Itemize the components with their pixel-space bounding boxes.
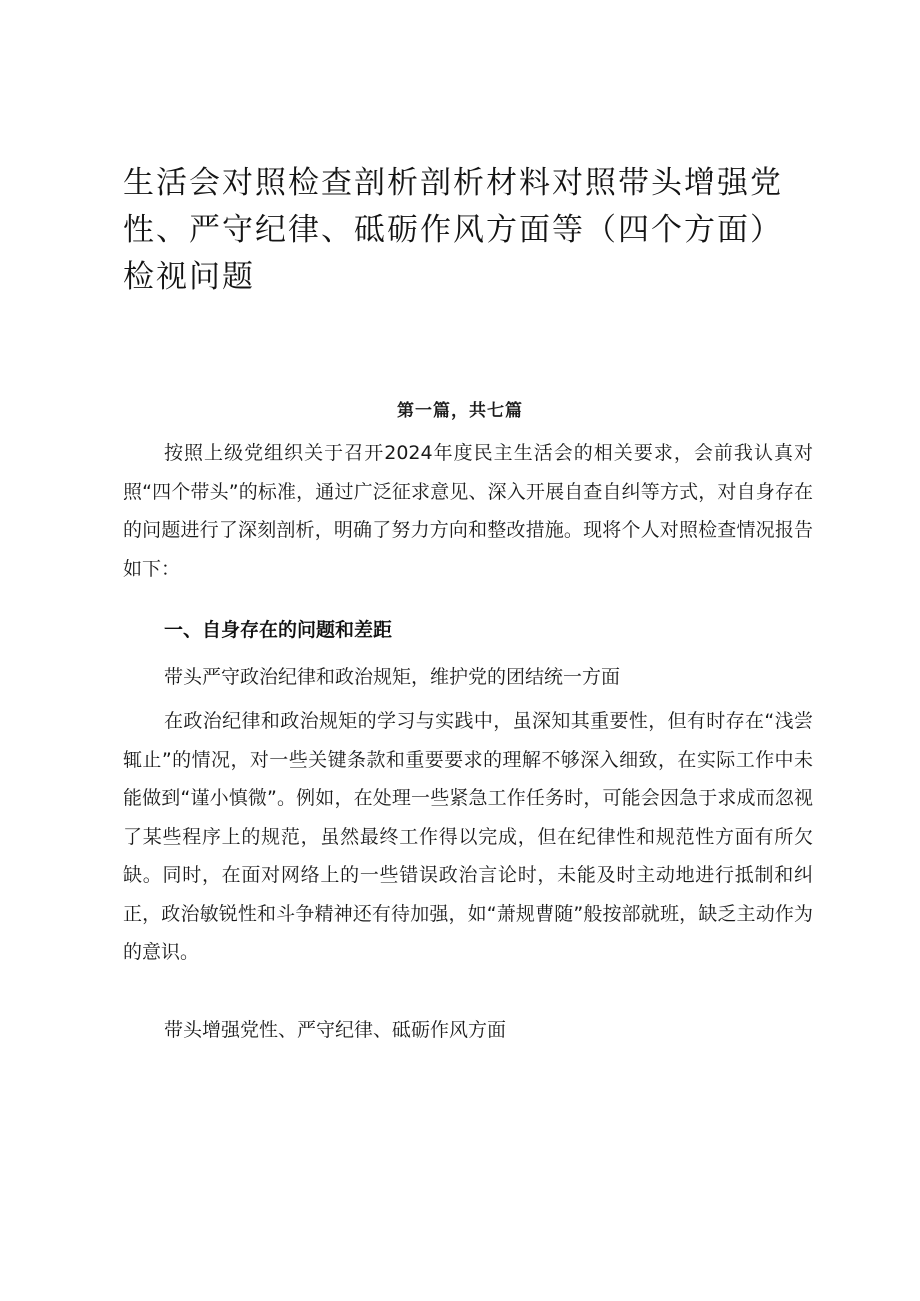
subsection-2-title: 带头增强党性、严守纪律、砥砺作风方面 <box>164 1019 507 1041</box>
intro-paragraph: 按照上级党组织关于召开2024年度民主生活会的相关要求，会前我认真对照“四个带头”的标准，通过广泛征求意见、深入开展自查自纠等方式，对自身存在的问题进行了深刻剖析，明确了努力方向和整改措施。现将个人对照检查情况报告如下： <box>123 442 813 580</box>
document-title: 生活会对照检查剖析剖析材料对照带头增强党性、严守纪律、砥砺作风方面等（四个方面）检视问题 <box>123 165 783 295</box>
section-heading: 一、自身存在的问题和差距 <box>164 619 393 641</box>
document-subtitle: 第一篇，共七篇 <box>397 401 523 421</box>
subsection-1-paragraph: 在政治纪律和政治规矩的学习与实践中，虽深知其重要性，但有时存在“浅尝辄止”的情况，对一些关键条款和重要要求的理解不够深入细致，在实际工作中未能做到“谨小慎微”。例如，在处理一些紧急工作任务时，可能会因急于求成而忽视了某些程序上的规范，虽然最终工作得以完成，但在纪律性和规范性方面有所欠缺。同时，在面对网络上的一些错误政治言论时，未能及时主动地进行抵制和纠正，政治敏锐性和斗争精神还有待加强，如“萧规曹随”般按部就班，缺乏主动作为的意识。 <box>123 710 813 963</box>
subsection-1-title: 带头严守政治纪律和政治规矩，维护党的团结统一方面 <box>164 666 621 688</box>
